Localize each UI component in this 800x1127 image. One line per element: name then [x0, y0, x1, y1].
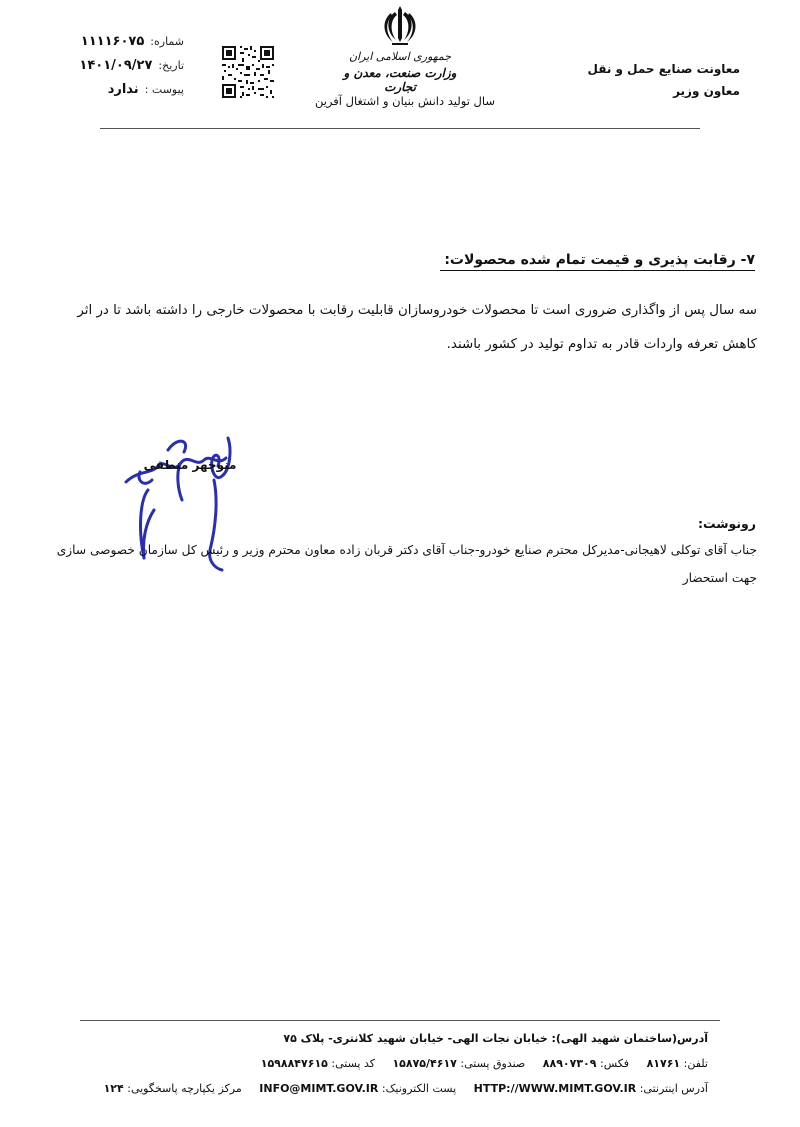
- footer-divider: [80, 1020, 720, 1021]
- iran-emblem-icon: [380, 4, 420, 46]
- email-label: پست الکترونیک:: [381, 1082, 457, 1095]
- pobox-value: ۱۵۸۷۵/۴۶۱۷: [392, 1057, 457, 1070]
- deputy-office-title: معاونت صنایع حمل و نقل: [587, 62, 740, 76]
- email-link[interactable]: INFO@MIMT.GOV.IR: [259, 1082, 379, 1095]
- cc-recipients: جناب آقای توکلی لاهیجانی-مدیرکل محترم صنایع خودرو-جناب آقای دکتر قربان زاده معاون محترم وزیر و رئیس کل سازمان خصوصی سازی جهت استحضار: [56, 543, 757, 585]
- letter-attachment-row: [74, 78, 184, 102]
- qr-code-icon: [220, 44, 276, 100]
- call-center-value: ۱۲۴: [103, 1082, 124, 1095]
- web-label: آدرس اینترنتی:: [639, 1082, 708, 1095]
- footer-web-line: [60, 1076, 708, 1101]
- letter-date-row: [74, 54, 184, 78]
- signer-name: منوچهر منطقی: [143, 458, 237, 472]
- year-slogan: سال تولید دانش بنیان و اشتغال آفرین: [314, 94, 496, 108]
- ministry-name: وزارت صنعت، معدن و تجارت: [343, 66, 457, 94]
- body-paragraph: سه سال پس از واگذاری ضروری است تا محصولات خودروسازان قابلیت رقابت با محصولات خارجی را داشته باشد تا در اثر کاهش تعرفه واردات قادر به تداوم تولید در کشور باشند.: [77, 303, 757, 352]
- deputy-office: [540, 58, 740, 102]
- pobox-label: صندوق پستی:: [460, 1057, 526, 1070]
- phone-value: ۸۱۷۶۱: [646, 1057, 681, 1070]
- web-link[interactable]: HTTP://WWW.MIMT.GOV.IR: [473, 1082, 637, 1095]
- cc-label: رونوشت:: [697, 516, 756, 531]
- header-divider: [100, 128, 700, 129]
- deputy-office-role: معاون وزیر: [673, 84, 740, 98]
- call-center-label: مرکز یکپارچه پاسخگویی:: [127, 1082, 242, 1095]
- section-title: ۷- رقابت پذیری و قیمت تمام شده محصولات:: [440, 252, 755, 271]
- letter-meta: [74, 30, 184, 102]
- letter-number-row: [74, 30, 184, 54]
- postal-value: ۱۵۹۸۸۴۷۶۱۵: [260, 1057, 328, 1070]
- footer-address: آدرس(ساختمان شهید الهی): خیابان نجات الهی- خیابان شهید کلانتری- پلاک ۷۵: [283, 1032, 708, 1045]
- ministry-country-name: جمهوری اسلامی ایران: [348, 50, 452, 63]
- postal-label: کد پستی:: [331, 1057, 375, 1070]
- fax-label: فکس:: [599, 1057, 630, 1070]
- letter-date-value: ۱۴۰۱/۰۹/۲۷: [79, 58, 153, 73]
- letter-date-label: تاریخ:: [158, 59, 184, 72]
- footer-contact-line: [60, 1051, 708, 1076]
- letter-number-label: شماره:: [150, 35, 184, 48]
- footer: [60, 1026, 708, 1101]
- letter-attachment-value: ندارد: [107, 82, 139, 97]
- letter-attachment-label: پیوست :: [144, 83, 184, 96]
- fax-value: ۸۸۹۰۷۳۰۹: [542, 1057, 597, 1070]
- phone-label: تلفن:: [683, 1057, 708, 1070]
- letter-number-value: ۱۱۱۱۶۰۷۵: [80, 34, 145, 49]
